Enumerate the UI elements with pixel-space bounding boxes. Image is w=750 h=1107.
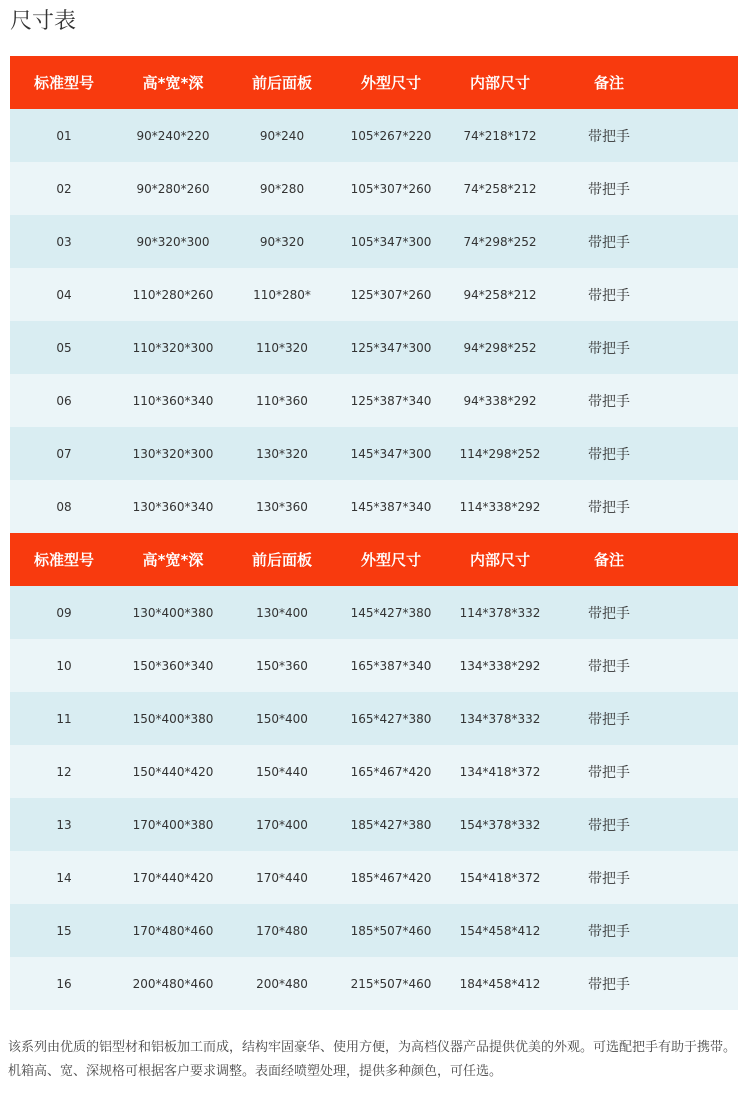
table-cell: 145*427*380 bbox=[350, 605, 432, 620]
size-table bbox=[10, 56, 738, 1010]
table-cell: 带把手 bbox=[588, 870, 630, 887]
table-cell: 215*507*460 bbox=[350, 976, 432, 991]
table-cell: 114*378*332 bbox=[459, 605, 541, 620]
table-cell: 110*280*260 bbox=[132, 287, 214, 302]
table-cell: 145*347*300 bbox=[350, 446, 432, 461]
table-cell: 185*507*460 bbox=[350, 923, 432, 938]
table-cell: 150*360*340 bbox=[132, 658, 214, 673]
table-cell: 130*360 bbox=[256, 499, 308, 514]
table-cell: 110*360 bbox=[256, 393, 308, 408]
column-header: 外型尺寸 bbox=[360, 74, 421, 92]
table-row bbox=[10, 427, 738, 480]
table-cell: 105*307*260 bbox=[350, 181, 432, 196]
table-cell: 150*360 bbox=[256, 658, 308, 673]
table-cell: 170*440*420 bbox=[132, 870, 214, 885]
table-cell: 02 bbox=[56, 181, 72, 196]
table-cell: 04 bbox=[56, 287, 72, 302]
table-cell: 125*307*260 bbox=[350, 287, 432, 302]
table-cell: 114*338*292 bbox=[459, 499, 541, 514]
table-row bbox=[10, 639, 738, 692]
table-cell: 130*320*300 bbox=[132, 446, 214, 461]
column-header: 前后面板 bbox=[251, 551, 312, 569]
table-row bbox=[10, 957, 738, 1010]
table-cell: 150*440 bbox=[256, 764, 308, 779]
table-cell: 15 bbox=[56, 923, 72, 938]
table-cell: 105*267*220 bbox=[350, 128, 432, 143]
table-cell: 05 bbox=[56, 340, 72, 355]
table-cell: 90*320 bbox=[259, 234, 305, 249]
table-cell: 165*427*380 bbox=[350, 711, 432, 726]
column-header: 内部尺寸 bbox=[469, 74, 530, 92]
table-cell: 带把手 bbox=[588, 393, 630, 410]
table-row bbox=[10, 109, 738, 162]
table-cell: 154*378*332 bbox=[459, 817, 541, 832]
table-cell: 带把手 bbox=[588, 499, 630, 516]
table-cell: 带把手 bbox=[588, 711, 630, 728]
table-cell: 134*338*292 bbox=[459, 658, 541, 673]
table-cell: 09 bbox=[56, 605, 72, 620]
table-cell: 带把手 bbox=[588, 658, 630, 675]
table-cell: 94*258*212 bbox=[463, 287, 537, 302]
table-cell: 带把手 bbox=[588, 817, 630, 834]
table-row bbox=[10, 321, 738, 374]
table-cell: 170*480*460 bbox=[132, 923, 214, 938]
table-cell: 带把手 bbox=[588, 234, 630, 251]
table-cell: 200*480*460 bbox=[132, 976, 214, 991]
table-cell: 03 bbox=[56, 234, 72, 249]
table-cell: 150*400 bbox=[256, 711, 308, 726]
table-row bbox=[10, 215, 738, 268]
table-cell: 74*258*212 bbox=[463, 181, 537, 196]
table-cell: 170*400*380 bbox=[132, 817, 214, 832]
table-cell: 134*378*332 bbox=[459, 711, 541, 726]
table-cell: 184*458*412 bbox=[459, 976, 541, 991]
table-cell: 110*280* bbox=[253, 287, 311, 302]
table-cell: 90*280 bbox=[259, 181, 305, 196]
table-cell: 170*400 bbox=[256, 817, 308, 832]
table-cell: 154*458*412 bbox=[459, 923, 541, 938]
table-cell: 带把手 bbox=[588, 923, 630, 940]
table-row bbox=[10, 586, 738, 639]
table-cell: 90*240 bbox=[259, 128, 305, 143]
table-cell: 01 bbox=[56, 128, 72, 143]
table-cell: 94*338*292 bbox=[463, 393, 537, 408]
product-description: 该系列由优质的铝型材和铝板加工而成，结构牢固豪华、使用方便，为高档仪器产品提供优美的外观。可选配把手有助于携带。机箱高、宽、深规格可根据客户要求调整。表面经喷塑处理，提供多种颜色，可任选。 bbox=[8, 1040, 737, 1079]
table-cell: 12 bbox=[56, 764, 72, 779]
table-cell: 145*387*340 bbox=[350, 499, 432, 514]
table-cell: 13 bbox=[56, 817, 72, 832]
column-header: 高*宽*深 bbox=[142, 74, 204, 92]
table-cell: 110*320 bbox=[256, 340, 308, 355]
table-row bbox=[10, 798, 738, 851]
table-cell: 90*240*220 bbox=[136, 128, 210, 143]
table-cell: 150*440*420 bbox=[132, 764, 214, 779]
table-cell: 10 bbox=[56, 658, 72, 673]
table-row bbox=[10, 851, 738, 904]
table-cell: 110*360*340 bbox=[132, 393, 214, 408]
table-cell: 185*467*420 bbox=[350, 870, 432, 885]
table-cell: 170*440 bbox=[256, 870, 308, 885]
table-cell: 170*480 bbox=[256, 923, 308, 938]
table-cell: 110*320*300 bbox=[132, 340, 214, 355]
table-cell: 带把手 bbox=[588, 340, 630, 357]
table-cell: 带把手 bbox=[588, 764, 630, 781]
table-row bbox=[10, 374, 738, 427]
table-cell: 154*418*372 bbox=[459, 870, 541, 885]
table-cell: 130*400 bbox=[256, 605, 308, 620]
table-header-row bbox=[10, 533, 738, 586]
table-cell: 带把手 bbox=[588, 976, 630, 993]
table-cell: 带把手 bbox=[588, 128, 630, 145]
table-cell: 150*400*380 bbox=[132, 711, 214, 726]
table-cell: 08 bbox=[56, 499, 72, 514]
page-title: 尺寸表 bbox=[10, 9, 77, 34]
table-header-row bbox=[10, 56, 738, 109]
table-cell: 94*298*252 bbox=[463, 340, 537, 355]
table-cell: 06 bbox=[56, 393, 72, 408]
table-row bbox=[10, 480, 738, 533]
column-header: 备注 bbox=[593, 551, 624, 569]
table-cell: 16 bbox=[56, 976, 72, 991]
table-cell: 165*467*420 bbox=[350, 764, 432, 779]
table-cell: 11 bbox=[56, 711, 72, 726]
column-header: 备注 bbox=[593, 74, 624, 92]
table-cell: 125*347*300 bbox=[350, 340, 432, 355]
table-cell: 134*418*372 bbox=[459, 764, 541, 779]
table-cell: 带把手 bbox=[588, 181, 630, 198]
table-cell: 130*400*380 bbox=[132, 605, 214, 620]
table-cell: 90*320*300 bbox=[136, 234, 210, 249]
table-row bbox=[10, 904, 738, 957]
table-cell: 130*360*340 bbox=[132, 499, 214, 514]
table-cell: 165*387*340 bbox=[350, 658, 432, 673]
table-cell: 74*218*172 bbox=[463, 128, 537, 143]
table-cell: 74*298*252 bbox=[463, 234, 537, 249]
table-row bbox=[10, 745, 738, 798]
table-cell: 114*298*252 bbox=[459, 446, 541, 461]
table-cell: 带把手 bbox=[588, 446, 630, 463]
table-cell: 130*320 bbox=[256, 446, 308, 461]
table-cell: 200*480 bbox=[256, 976, 308, 991]
column-header: 标准型号 bbox=[33, 74, 94, 92]
table-row bbox=[10, 692, 738, 745]
table-cell: 90*280*260 bbox=[136, 181, 210, 196]
table-cell: 125*387*340 bbox=[350, 393, 432, 408]
table-row bbox=[10, 268, 738, 321]
column-header: 标准型号 bbox=[33, 551, 94, 569]
column-header: 内部尺寸 bbox=[469, 551, 530, 569]
column-header: 外型尺寸 bbox=[360, 551, 421, 569]
table-cell: 07 bbox=[56, 446, 72, 461]
table-cell: 185*427*380 bbox=[350, 817, 432, 832]
column-header: 前后面板 bbox=[251, 74, 312, 92]
column-header: 高*宽*深 bbox=[142, 551, 204, 569]
table-cell: 带把手 bbox=[588, 605, 630, 622]
table-cell: 14 bbox=[56, 870, 72, 885]
table-row bbox=[10, 162, 738, 215]
table-cell: 105*347*300 bbox=[350, 234, 432, 249]
table-cell: 带把手 bbox=[588, 287, 630, 304]
